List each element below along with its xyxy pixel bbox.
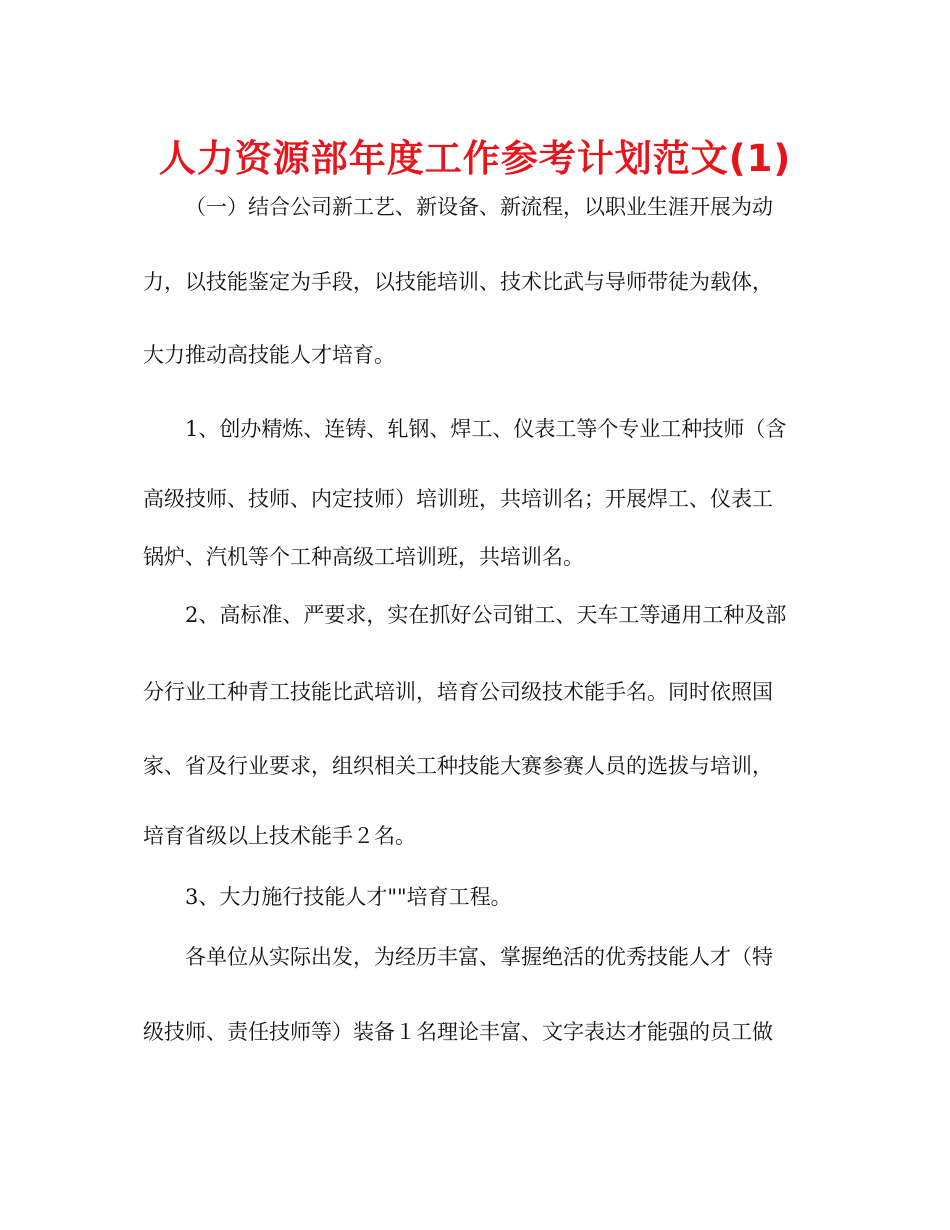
paragraph-line: 分行业工种青工技能比武培训，培育公司级技术能手名。同时依照国 — [143, 680, 773, 704]
paragraph-line: 级技师、责任技师等）装备１名理论丰富、文字表达才能强的员工做 — [143, 1020, 773, 1044]
paragraph-line: 3、大力施行技能人才""培育工程。 — [185, 885, 512, 909]
paragraph-line: 高级技师、技师、内定技师）培训班，共培训名；开展焊工、仪表工 — [143, 487, 773, 511]
paragraph-line: 各单位从实际出发，为经历丰富、掌握绝活的优秀技能人才（特 — [185, 945, 773, 969]
paragraph-line: 力，以技能鉴定为手段，以技能培训、技术比武与导师带徒为载体， — [143, 270, 773, 294]
paragraph-line: 家、省及行业要求，组织相关工种技能大赛参赛人员的选拔与培训， — [143, 754, 773, 778]
paragraph-line: 锅炉、汽机等个工种高级工培训班，共培训名。 — [143, 545, 584, 569]
paragraph-line: 2、高标准、严要求，实在抓好公司钳工、天车工等通用工种及部 — [185, 603, 787, 627]
document-title: 人力资源部年度工作参考计划范文(1) — [158, 137, 792, 180]
paragraph-line: 1、创办精炼、连铸、轧钢、焊工、仪表工等个专业工种技师（含 — [185, 417, 787, 441]
paragraph-line: 培育省级以上技术能手２名。 — [143, 824, 416, 848]
paragraph-line: （一）结合公司新工艺、新设备、新流程，以职业生涯开展为动 — [185, 195, 773, 219]
paragraph-line: 大力推动高技能人才培育。 — [143, 343, 395, 367]
